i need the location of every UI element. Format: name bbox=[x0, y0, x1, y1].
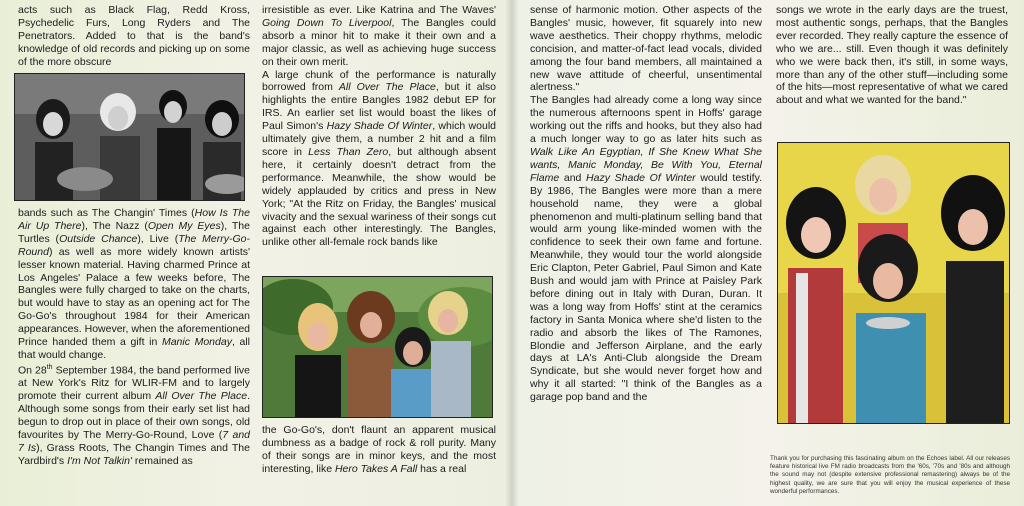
column-2-top bbox=[262, 4, 496, 249]
col2-paragraph-3: the Go-Go's, don't flaunt an apparent musical dumbness as a badge of rock & roll purity. Many of their songs are in minor keys, and the most interesting, like Hero Takes A Fall has a real bbox=[262, 424, 496, 475]
column-3 bbox=[530, 4, 762, 404]
band-photo-yellow bbox=[777, 142, 1010, 424]
column-1-top bbox=[18, 4, 250, 69]
band-photo-outdoor bbox=[262, 276, 493, 418]
col1-paragraph-1: bands such as The Changin' Times (How Is The Air Up There), The Nazz (Open My Eyes), The Turtles (Outside Chance), Live (The Merry-Go-Round) as well as more widely known artists' lesser known material. Having charmed Prince at Los Angeles' Palace a few weeks before, The Bangles were fully charged to take on the charts, but would have to stay as an opening act for The Go-Go's throughout 1984 for their American appearances. However, when the aforementioned Prince handed them a gift in Manic Monday, all that would change. bbox=[18, 207, 251, 361]
band-photo-bw bbox=[14, 73, 245, 201]
col2-paragraph-1: irresistible as ever. Like Katrina and The Waves' Going Down To Liverpool, The Bangles could absorb a minor hit to make it their own and a major classic, as well as achieving huge success on their own merit. bbox=[262, 4, 497, 68]
col2-paragraph-2: A large chunk of the performance is naturally borrowed from All Over The Place, but it also highlights the entire Bangles 1982 debut EP for IRS. An earlier set list would boast the likes of Paul Simon's Hazy Shade Of Winter, which would ultimately give them, a number 2 hit and a film score in Less Than Zero, but although absent here, it certainly doesn't detract from the performance. Meanwhile, the show would be widely applauded by critics and press in New York; "At the Ritz on Friday, the Bangles' musical vivacity and the sexual wariness of their songs cut against each other interestingly. The Bangles, unlike other all-female rock bands like bbox=[262, 68, 496, 249]
column-1-bottom bbox=[18, 207, 250, 468]
col3-paragraph-1: sense of harmonic motion. Other aspects of the Bangles' music, however, fit squarely into new wave aesthetics. Their choppy rhythms, melodic concision, and matter-of-fact lead vocals, divided among the four band members, all maintained a new wave attitude of cheerful, unsentimental alertness." bbox=[530, 4, 762, 94]
col3-paragraph-2: The Bangles had already come a long way since the numerous afternoons spent in Hoffs' garage working out the riffs and hooks, but they also had a much longer way to go as later hits such as Walk Like An Egyptian, If She Knew What She wants, Manic Monday, Be With You, Eternal Flame and Hazy Shade Of Winter would testify. By 1986, The Bangles were more than a mere household name, they were a global phenomenon and multi-platinum selling band that would arm young like-minded women with the confidence to seek their own fame and fortune. Meanwhile, they would tour the world alongside Eric Clapton, Peter Gabriel, Paul Simon and Kate Bush and would jam with Prince at Paisley Park before dining out in Italy with Duran, Duran. It was a long way from Hoffs' stint at the ceramics factory in Santa Monica where she'd listen to the radio and absorb the likes of The Ramones, Blondie and Jefferson Airplane, and the early days at LA's Anti-Club alongside the Dream Syndicate, but she would never forget how and why it all started: "I think of the Bangles as a garage pop band and the bbox=[530, 94, 762, 404]
col4-paragraph-1: songs we wrote in the early days are the truest, most authentic songs, perhaps, that the Bangles ever recorded. They really capture the essence of who we are... still. Even though it was definitely who we were back then, it's still, in some ways, more than any of the other stuff—including some of the hits—most representative of what we cared about and what we wanted for the band." bbox=[776, 4, 1008, 107]
col1-intro: acts such as Black Flag, Redd Kross, Psychedelic Furs, Long Ryders and The Penetrators. Added to that is the band's knowledge of old records and picking up on some of the more obscure bbox=[18, 4, 250, 68]
footnote: Thank you for purchasing this fascinating album on the Echoes label. All our releases feature historical live FM radio broadcasts from the '60s, '70s and '80s and although the sound may not (despite extensive professional remastering) always be of the highest quality, we are sure that you will enjoy the musical experience of these wonderful performances. bbox=[770, 455, 1010, 495]
column-2-bottom bbox=[262, 424, 496, 476]
column-4 bbox=[776, 4, 1008, 107]
page-gutter bbox=[505, 0, 519, 506]
col1-paragraph-2: On 28th September 1984, the band performed live at New York's Ritz for WLIR-FM and to largely promote their current album All Over The Place. Although some songs from their early set list had begun to drop out in place of their own songs, old favourites by The Merry-Go-Round, Love (7 and 7 Is), Grass Roots, The Changin Times and The Yardbird's I'm Not Talkin' remained as bbox=[18, 363, 250, 467]
